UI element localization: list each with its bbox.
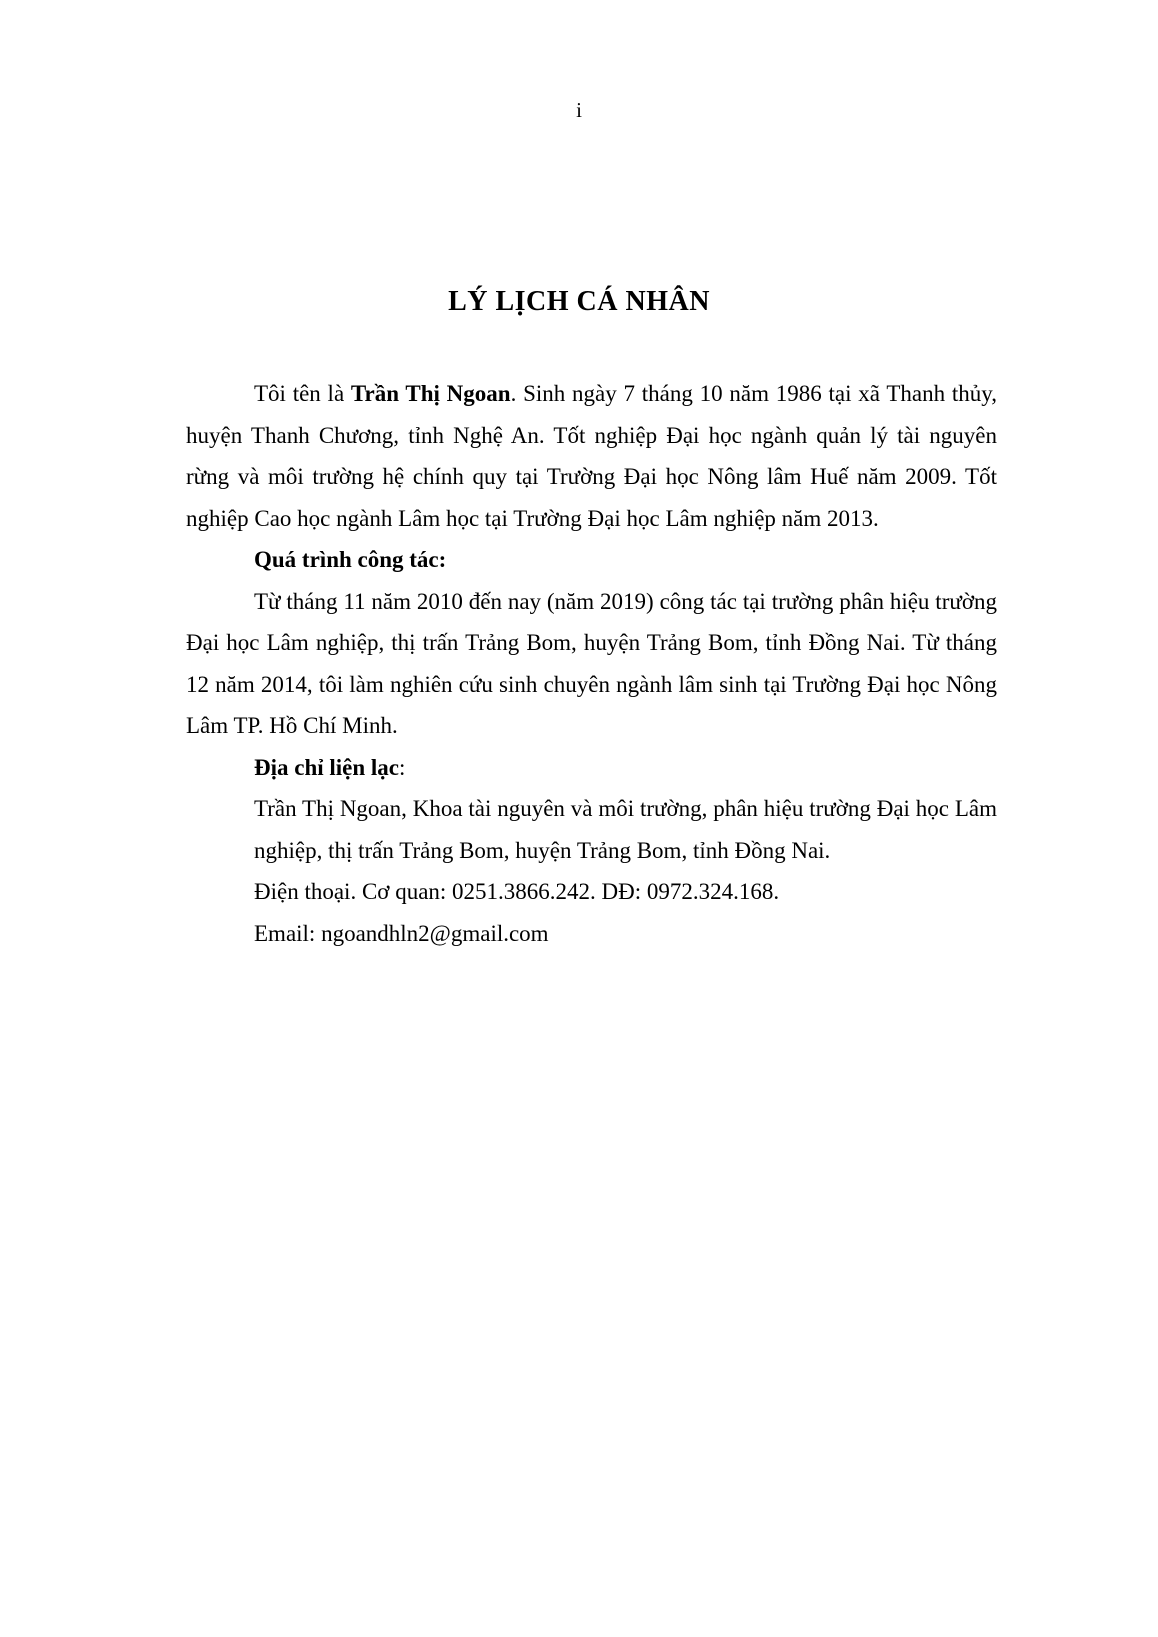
- work-history-heading: Quá trình công tác:: [254, 547, 447, 572]
- document-body: [186, 373, 997, 954]
- intro-prefix: Tôi tên là: [254, 381, 351, 406]
- contact-address: Trần Thị Ngoan, Khoa tài nguyên và môi trường, phân hiệu trường Đại học Lâm nghiệp, thị trấn Trảng Bom, huyện Trảng Bom, tỉnh Đồng Nai.: [254, 796, 997, 863]
- author-name: Trần Thị Ngoan: [350, 381, 511, 406]
- contact-phone: Điện thoại. Cơ quan: 0251.3866.242. DĐ: 0972.324.168.: [254, 879, 780, 904]
- work-history-paragraph: Từ tháng 11 năm 2010 đến nay (năm 2019) công tác tại trường phân hiệu trường Đại học Lâm nghiệp, thị trấn Trảng Bom, huyện Trảng Bom, tỉnh Đồng Nai. Từ tháng 12 năm 2014, tôi làm nghiên cứu sinh chuyên ngành lâm sinh tại Trường Đại học Nông Lâm TP. Hồ Chí Minh.: [186, 588, 997, 738]
- intro-text: . Sinh ngày 7 tháng 10 năm 1986 tại xã Thanh thủy, huyện Thanh Chương, tỉnh Nghệ An. Tốt nghiệp Đại học ngành quản lý tài nguyên rừng và môi trường hệ chính quy tại Trường Đại học Nông lâm Huế năm 2009. Tốt nghiệp Cao học ngành Lâm học tại Trường Đại học Lâm nghiệp năm 2013.: [186, 381, 997, 531]
- contact-email: Email: ngoandhln2@gmail.com: [254, 920, 549, 946]
- contact-heading: Địa chỉ liện lạc: [254, 754, 400, 780]
- page-number: i: [576, 98, 582, 122]
- intro-paragraph: [186, 373, 997, 539]
- contact-heading-colon: :: [399, 754, 406, 780]
- contact-heading-line: [186, 747, 997, 789]
- page-title: LÝ LỊCH CÁ NHÂN: [448, 286, 710, 317]
